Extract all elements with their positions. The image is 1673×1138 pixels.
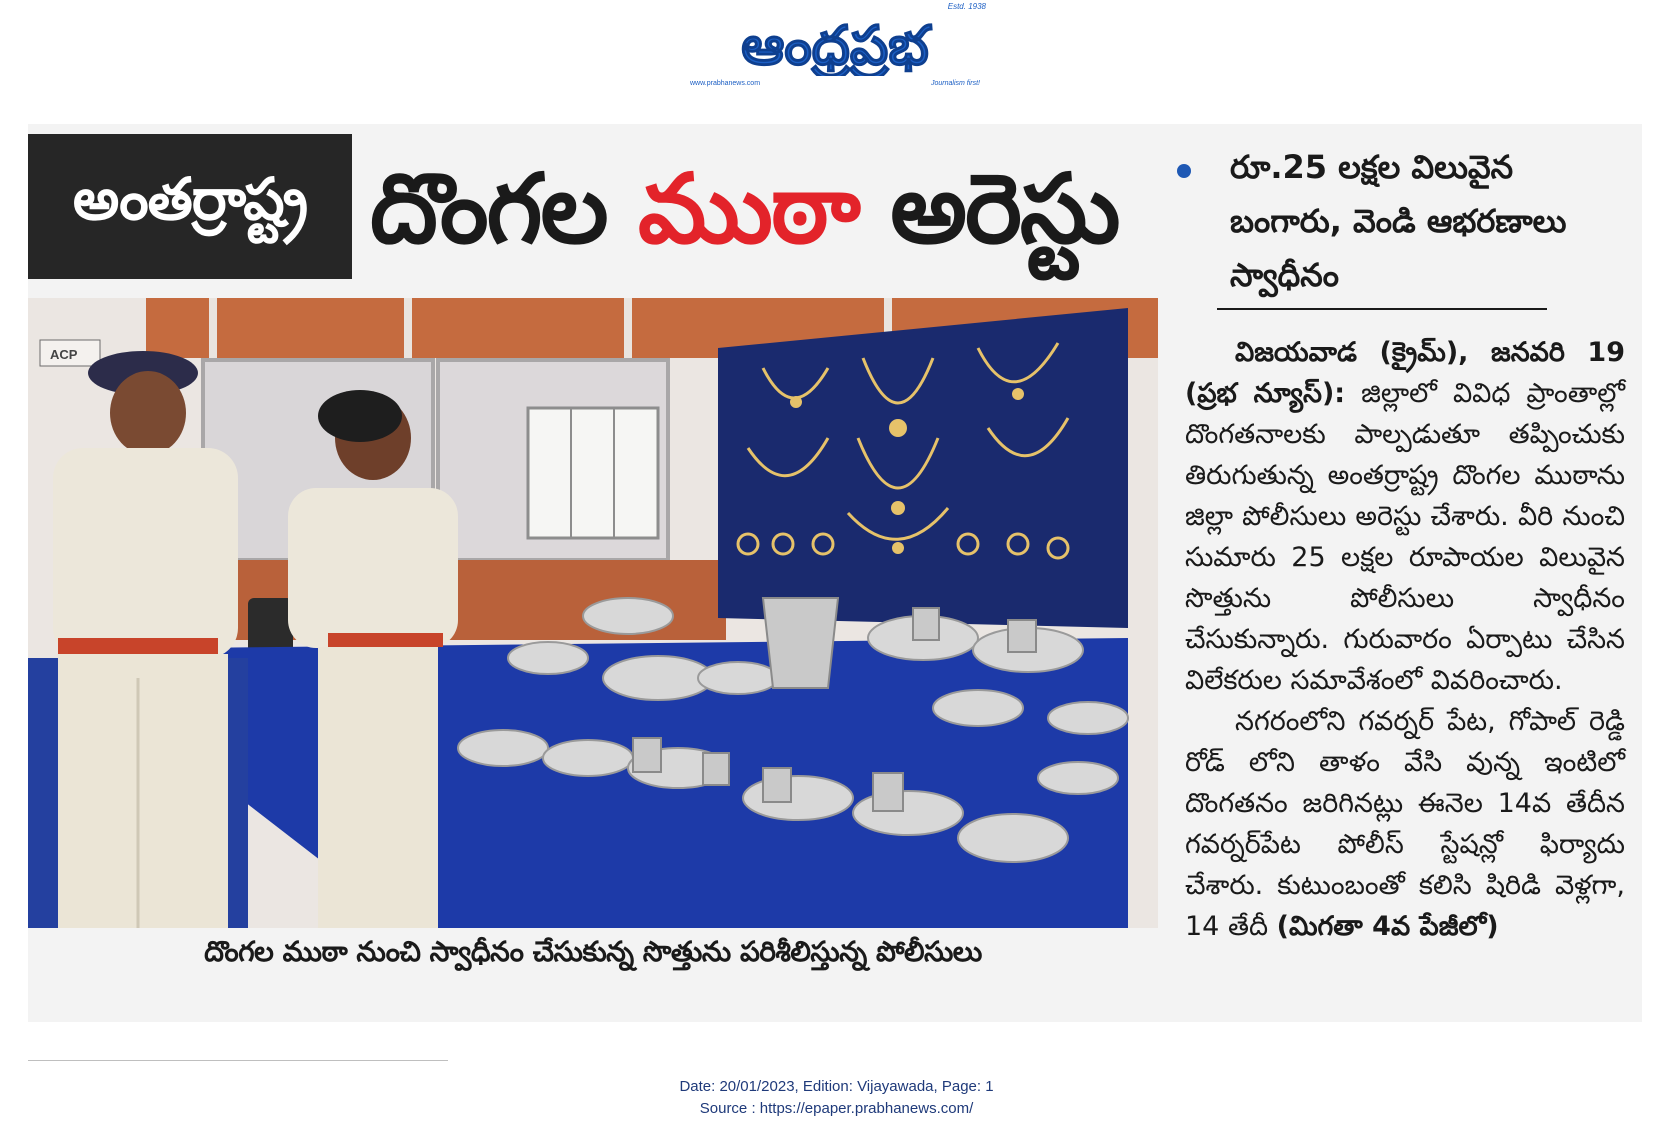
masthead-site: www.prabhanews.com — [690, 80, 761, 87]
dateline: విజయవాడ (క్రైమ్), జనవరి 19 (ప్రభ న్యూస్): — [1185, 337, 1625, 409]
article-photo — [28, 298, 1158, 928]
article-body — [1185, 332, 1625, 947]
logo-text: ఆంధ్రప్రభ — [741, 14, 929, 76]
masthead-estd: Estd. 1938 — [947, 2, 986, 11]
paragraph-2-text: నగరంలోని గవర్నర్ పేట, గోపాల్ రెడ్డి రోడ్ లోని తాళం వేసి వున్న ఇంటిలో దొంగతనం జరిగినట్లు ఈనెల 14వ తేదీన గవర్నర్‌పేట పోలీస్ స్టేషన్లో ఫిర్యాదు చేశారు. కుటుంబంతో కలిసి షిరిడి వెళ్లగా, 14 తేదీ — [1185, 706, 1625, 942]
footer-source: Source : https://epaper.prabhanews.com/ — [699, 1100, 974, 1117]
headline-part1: దొంగల — [370, 153, 639, 265]
page-footer — [0, 1076, 1673, 1120]
highlight-divider — [1217, 308, 1547, 310]
kicker-text: అంతర్రాష్ట్ర — [72, 165, 308, 233]
masthead-tagline: Journalism first! — [930, 80, 980, 87]
continued-note: (మిగతా 4వ పేజీలో) — [1276, 911, 1499, 942]
headline-kicker — [28, 134, 352, 279]
photo-caption: దొంగల ముఠా నుంచి స్వాధీనం చేసుకున్న సొత్తును పరిశీలిస్తున్న పోలీసులు — [204, 935, 982, 968]
photo-illustration — [28, 298, 1158, 928]
photo-sign-text: ACP — [50, 347, 78, 362]
headline-highlight: ముఠా — [638, 153, 859, 265]
article-highlight — [1185, 140, 1625, 302]
article-paragraph-1 — [1185, 332, 1625, 701]
headline-part2: అరెస్టు — [858, 153, 1119, 265]
headline — [370, 134, 1150, 294]
footer-date-edition: Date: 20/01/2023, Edition: Vijayawada, Page: 1 — [679, 1078, 994, 1095]
paragraph-1-text: జిల్లాలో వివిధ ప్రాంతాల్లో దొంగతనాలకు పాల్పడుతూ తప్పించుకు తిరుగుతున్న అంతర్రాష్ట్ర దొంగల ముఠాను జిల్లా పోలీసులు అరెస్టు చేశారు. వీరి నుంచి సుమారు 25 లక్షల రూపాయల విలువైన సొత్తును పోలీసులు స్వాధీనం చేసుకున్నారు. గురువారం ఏర్పాటు చేసిన విలేకరుల సమావేశంలో వివరించారు. — [1185, 378, 1625, 696]
bullet-dot-icon — [1177, 164, 1191, 178]
article-paragraph-2 — [1185, 701, 1625, 947]
separator-line — [28, 1060, 448, 1061]
masthead — [680, 2, 990, 90]
highlight-text: రూ.25 లక్షల విలువైన బంగారు, వెండి ఆభరణాలు స్వాధీనం — [1230, 148, 1567, 294]
newspaper-logo — [680, 12, 990, 76]
